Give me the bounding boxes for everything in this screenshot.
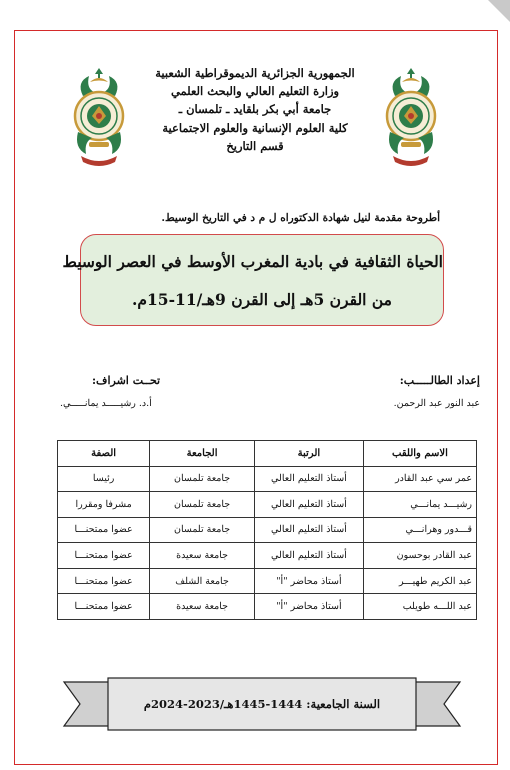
header-ministry: وزارة التعليم العالي والبحث العلمي bbox=[170, 84, 340, 99]
university-emblem-right bbox=[384, 62, 438, 172]
member-role: عضوا ممتحنـــا bbox=[58, 568, 150, 594]
member-role: مشرفا ومقررا bbox=[58, 492, 150, 518]
emblem-icon bbox=[384, 62, 438, 172]
header-republic: الجمهورية الجزائرية الديموقراطية الشعبية bbox=[155, 66, 355, 80]
supervision-label: تحــت اشراف: bbox=[92, 374, 161, 387]
thesis-period: من القرن 5هـ إلى القرن 9هـ/11-15م. bbox=[132, 290, 392, 309]
member-role: رئيسا bbox=[58, 466, 150, 492]
prepared-by-label: إعداد الطالـــــب: bbox=[399, 374, 480, 387]
supervisor-name: أ.د. رشيـــــد يمانـــــي. bbox=[60, 398, 152, 409]
member-university: جامعة تلمسان bbox=[150, 466, 255, 492]
member-role: عضوا ممتحنـــا bbox=[58, 517, 150, 543]
table-row bbox=[58, 568, 477, 594]
member-university: جامعة سعيدة bbox=[150, 543, 255, 569]
member-name: قـــدور وهرانـــي bbox=[363, 517, 476, 543]
university-emblem-left bbox=[72, 62, 126, 172]
member-university: جامعة تلمسان bbox=[150, 517, 255, 543]
member-rank: أستاذ محاضر "أ" bbox=[254, 568, 363, 594]
institution-header bbox=[140, 64, 370, 155]
member-role: عضوا ممتحنـــا bbox=[58, 543, 150, 569]
student-name: عبد النور عبد الرحمن. bbox=[393, 398, 480, 409]
member-rank: أستاذ التعليم العالي bbox=[254, 543, 363, 569]
member-university: جامعة سعيدة bbox=[150, 594, 255, 620]
member-rank: أستاذ التعليم العالي bbox=[254, 517, 363, 543]
member-rank: أستاذ محاضر "أ" bbox=[254, 594, 363, 620]
thesis-title-box bbox=[62, 234, 444, 326]
committee-table bbox=[57, 440, 477, 620]
header-faculty: كلية العلوم الإنسانية والعلوم الاجتماعية bbox=[162, 120, 348, 135]
column-header-name: الاسم واللقب bbox=[363, 441, 476, 467]
member-role: عضوا ممتحنـــا bbox=[58, 594, 150, 620]
member-university: جامعة تلمسان bbox=[150, 492, 255, 518]
table-row bbox=[58, 517, 477, 543]
academic-year-banner bbox=[62, 676, 462, 732]
emblem-icon bbox=[72, 62, 126, 172]
member-name: رشيـــد يمانـــي bbox=[363, 492, 476, 518]
table-row bbox=[58, 543, 477, 569]
member-rank: أستاذ التعليم العالي bbox=[254, 492, 363, 518]
column-header-role: الصفة bbox=[58, 441, 150, 467]
member-university: جامعة الشلف bbox=[150, 568, 255, 594]
member-name: عبد اللـــه طويلب bbox=[363, 594, 476, 620]
table-row bbox=[58, 492, 477, 518]
thesis-title: الحياة الثقافية في بادية المغرب الأوسط في العصر الوسيط bbox=[62, 252, 443, 271]
table-row bbox=[58, 466, 477, 492]
header-university: جامعة أبي بكر بلقايد ـ تلمسان ـ bbox=[178, 102, 332, 117]
member-rank: أستاذ التعليم العالي bbox=[254, 466, 363, 492]
academic-year: السنة الجامعية: 1444-1445هـ/2023-2024م bbox=[143, 697, 381, 711]
member-name: عبد القادر بوحسون bbox=[363, 543, 476, 569]
header-department: قسم التاريخ bbox=[226, 138, 284, 153]
column-header-rank: الرتبة bbox=[254, 441, 363, 467]
thesis-intro: أطروحة مقدمة لنيل شهادة الدكتوراه ل م د في التاريخ الوسيط. bbox=[161, 212, 440, 224]
page-corner-fold bbox=[488, 0, 510, 22]
table-row bbox=[58, 594, 477, 620]
member-name: عبد الكريم طهيـــر bbox=[363, 568, 476, 594]
member-name: عمر سي عبد القادر bbox=[363, 466, 476, 492]
column-header-university: الجامعة bbox=[150, 441, 255, 467]
table-header-row bbox=[58, 441, 477, 467]
